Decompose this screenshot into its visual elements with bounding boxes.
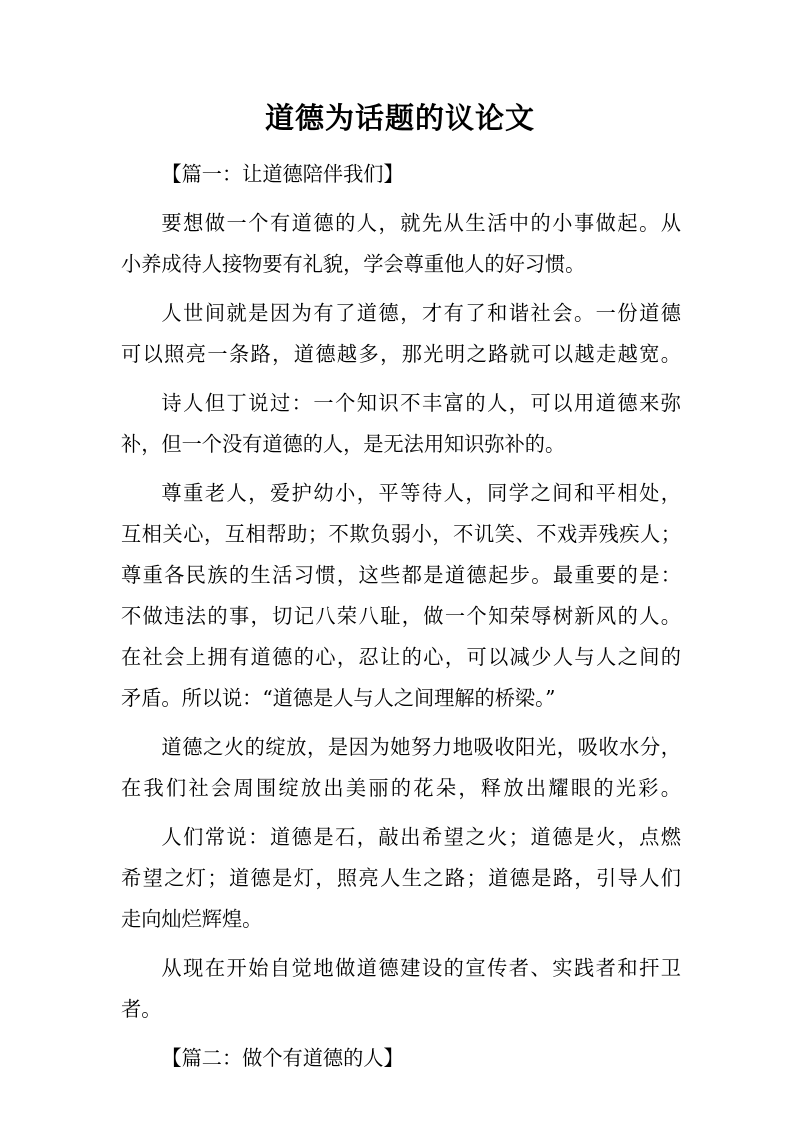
paragraph: [121, 813, 681, 944]
text-line: 矛盾。所以说：“道德是人与人之间理解的桥梁。”: [121, 686, 556, 710]
paragraph: [121, 199, 681, 289]
paragraph: [121, 289, 681, 379]
text-line: 在我们社会周围绽放出美丽的花朵，释放出耀眼的光彩。: [121, 776, 681, 800]
section-heading: 【篇一：让道德陪伴我们】: [161, 162, 404, 186]
text-line: 小养成待人接物要有礼貌，学会尊重他人的好习惯。: [121, 252, 586, 276]
text-line: 尊重各民族的生活习惯，这些都是道德起步。最重要的是：: [121, 563, 681, 587]
paragraph: [121, 469, 681, 723]
text-line: 希望之灯；道德是灯，照亮人生之路；道德是路，引导人们: [121, 866, 681, 890]
text-line: 不做违法的事，切记八荣八耻，做一个知荣辱树新风的人。: [121, 604, 681, 628]
paragraph: [121, 944, 681, 1034]
text-line: 人世间就是因为有了道德，才有了和谐社会。一份道德: [161, 301, 681, 325]
document-body: [121, 150, 681, 1083]
text-line: 尊重老人，爱护幼小，平等待人，同学之间和平相处，: [161, 481, 681, 505]
text-line: 在社会上拥有道德的心，忍让的心，可以减少人与人之间的: [121, 645, 681, 669]
document-title: 道德为话题的议论文: [264, 101, 535, 135]
paragraph: [121, 723, 681, 813]
text-line: 者。: [121, 997, 162, 1021]
section-heading: 【篇二：做个有道德的人】: [161, 1046, 404, 1070]
text-line: 补，但一个没有道德的人，是无法用知识弥补的。: [121, 432, 566, 456]
text-line: 要想做一个有道德的人，就先从生活中的小事做起。从: [161, 211, 681, 235]
text-line: 走向灿烂辉煌。: [121, 907, 263, 931]
text-line: 道德之火的绽放，是因为她努力地吸收阳光，吸收水分，: [161, 735, 681, 759]
text-line: 诗人但丁说过：一个知识不丰富的人，可以用道德来弥: [161, 391, 681, 415]
text-line: 从现在开始自觉地做道德建设的宣传者、实践者和扞卫: [161, 956, 681, 980]
text-line: 可以照亮一条路，道德越多，那光明之路就可以越走越宽。: [121, 342, 681, 366]
paragraph: [121, 379, 681, 469]
text-line: 互相关心，互相帮助；不欺负弱小，不讥笑、不戏弄残疾人；: [121, 522, 681, 546]
text-line: 人们常说：道德是石，敲出希望之火；道德是火，点燃: [161, 825, 681, 849]
